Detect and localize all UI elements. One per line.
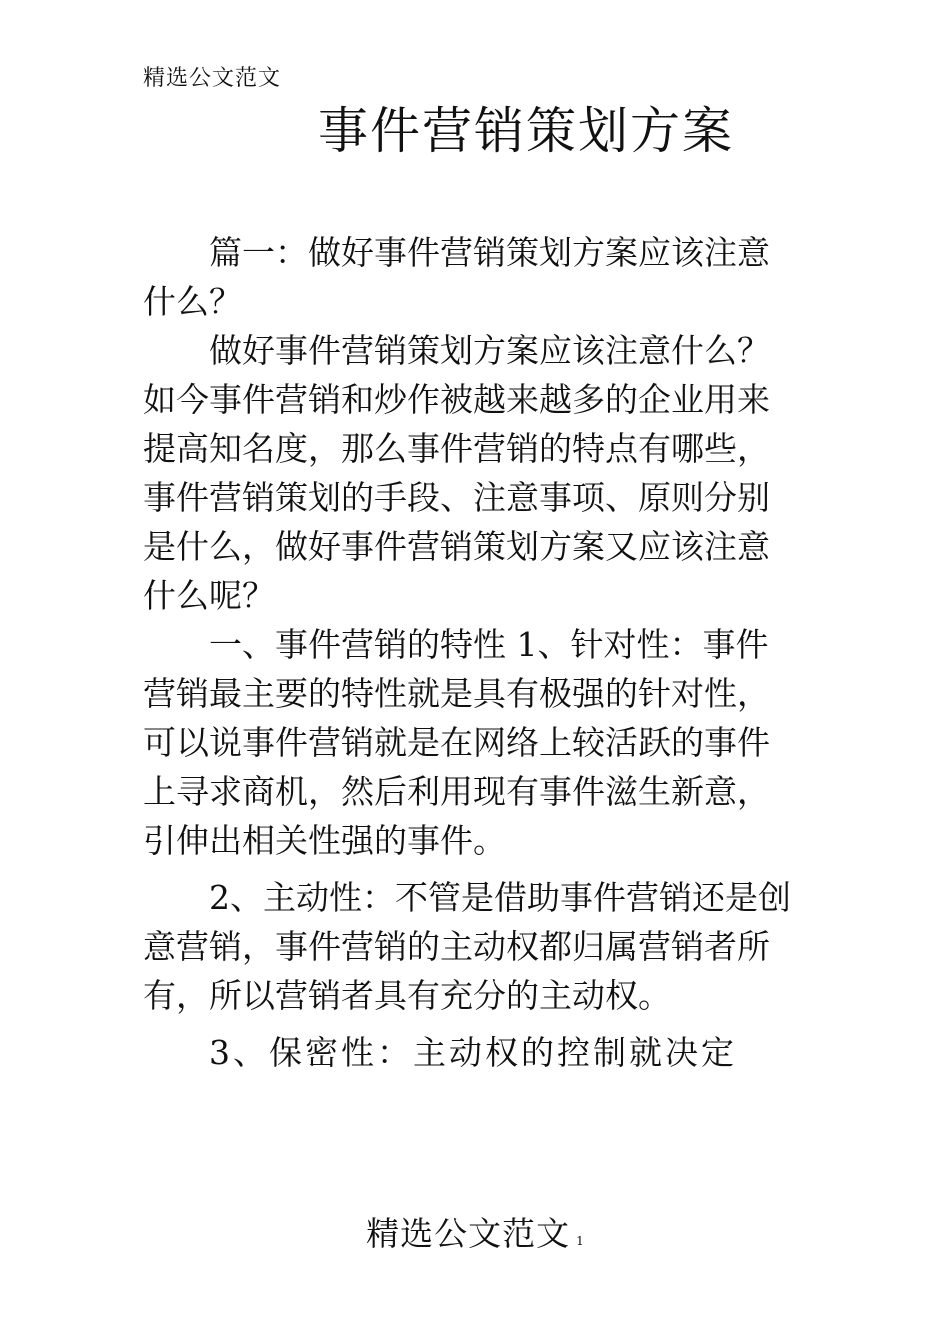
footer-label: 精选公文范文 [366, 1214, 571, 1253]
header-label: 精选公文范文 [143, 66, 282, 91]
paragraph-confidentiality: 3、保密性：主动权的控制就决定 [209, 1033, 737, 1072]
paragraph-intro: 做好事件营销策划方案应该注意什么？如今事件营销和炒作被越来越多的企业用来提高知名度，那么事件营销的特点有哪些，事件营销策划的手段、注意事项、原则分别是什么，做好事件营销策划方案又应该注意什么呢？ [143, 331, 770, 615]
paragraph-initiative: 2、主动性：不管是借助事件营销还是创意营销，事件营销的主动权都归属营销者所有，所以营销者具有充分的主动权。 [143, 878, 791, 1015]
page-footer [0, 1212, 950, 1256]
document-title: 事件营销策划方案 [318, 102, 734, 160]
paragraph-section-heading: 篇一：做好事件营销策划方案应该注意什么？ [143, 233, 770, 321]
paragraph-targeting: 一、事件营销的特性 1、针对性：事件营销最主要的特性就是具有极强的针对性，可以说事件营销就是在网络上较活跃的事件上寻求商机，然后利用现有事件滋生新意，引伸出相关性强的事件。 [143, 625, 770, 860]
document-body [143, 228, 797, 1077]
page-number: 1 [576, 1234, 584, 1248]
